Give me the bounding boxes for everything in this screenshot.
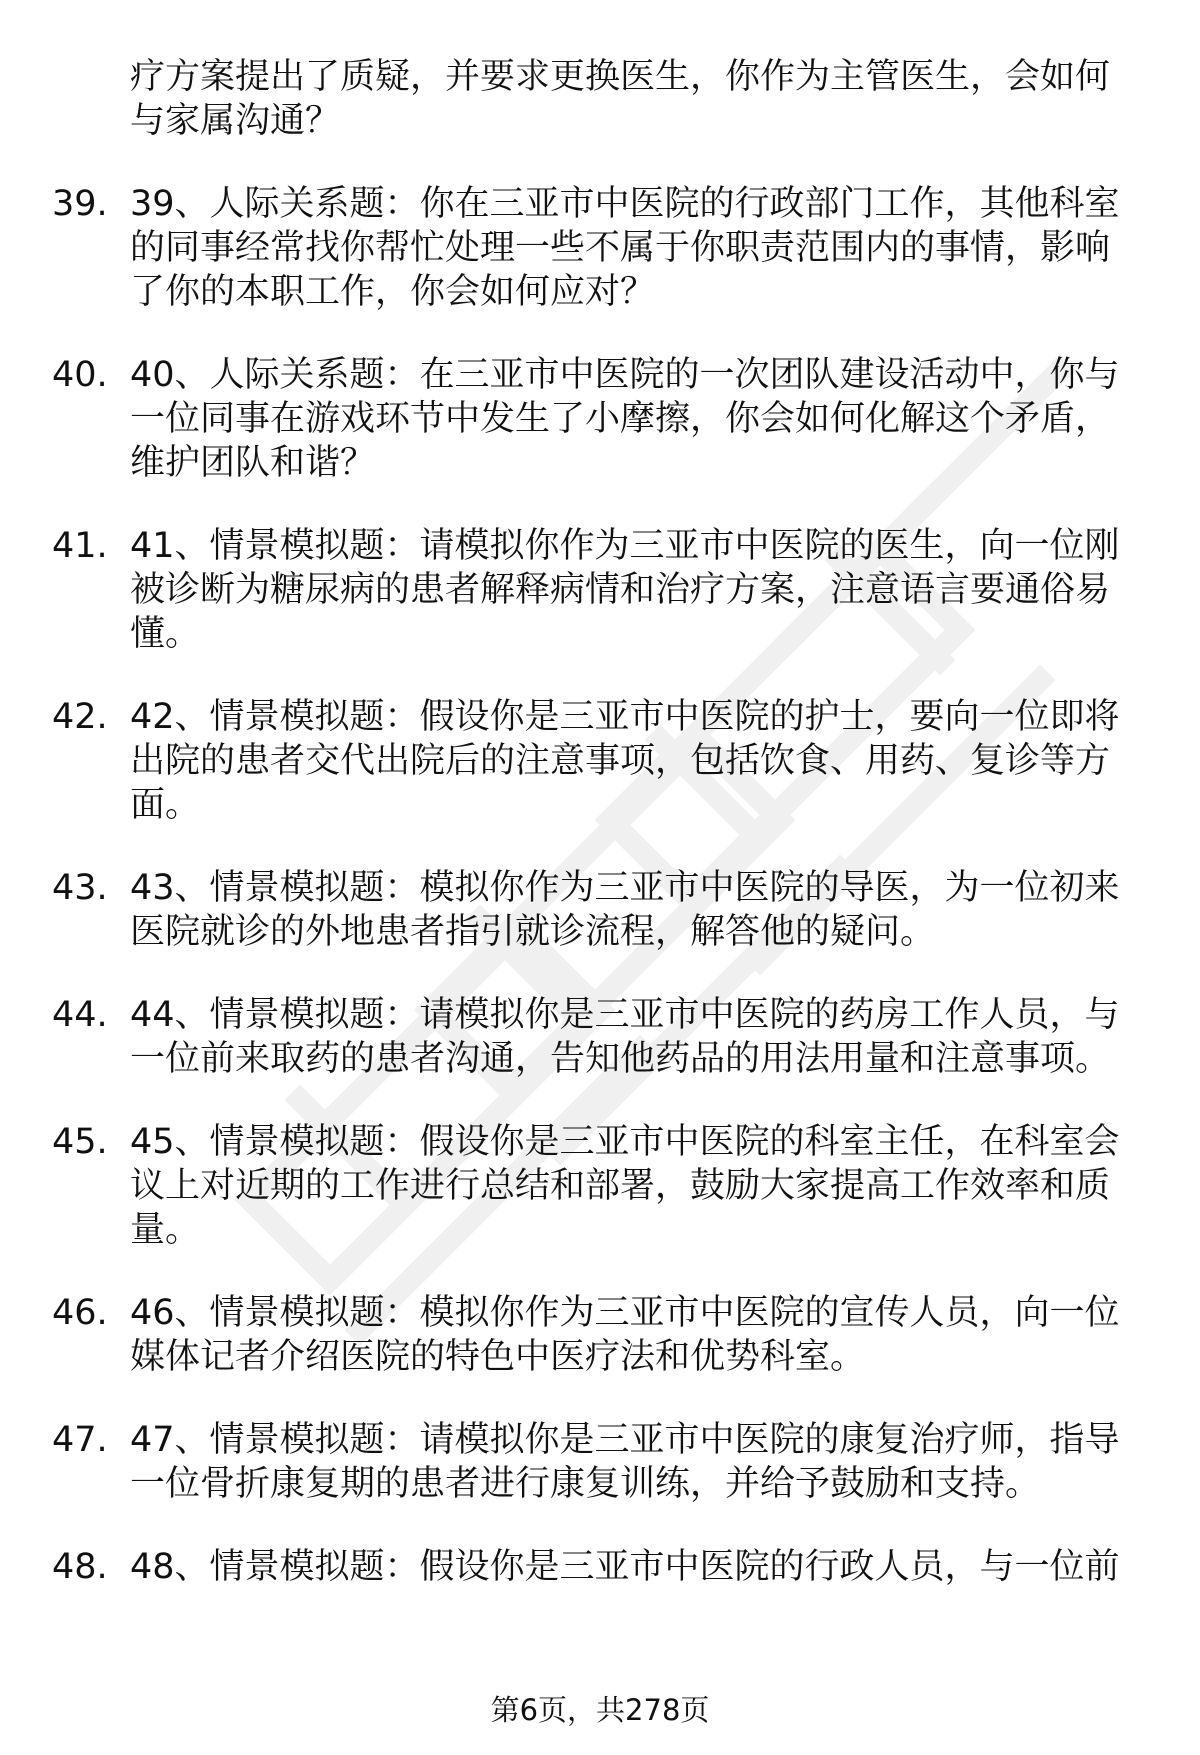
item-text: 43、情景模拟题：模拟你作为三亚市中医院的导医，为一位初来医院就诊的外地患者指引就诊流程，解答他的疑问。 [130,868,1120,952]
item-text: 45、情景模拟题：假设你是三亚市中医院的科室主任，在科室会议上对近期的工作进行总结和部署，鼓励大家提高工作效率和质量。 [130,1122,1120,1250]
page-footer: 第6页，共278页 [490,1693,710,1727]
list-item [0,1545,1200,1589]
list-item [0,1120,1200,1252]
item-text: 46、情景模拟题：模拟你作为三亚市中医院的宣传人员，向一位媒体记者介绍医院的特色中医疗法和优势科室。 [130,1293,1120,1377]
question-list [0,55,1200,1628]
item-number: 42. [52,697,108,737]
list-item [0,182,1200,314]
continued-paragraph [0,55,1200,143]
item-number: 45. [52,1122,108,1162]
item-number: 46. [52,1293,108,1333]
item-number: 44. [52,995,108,1035]
list-item [0,993,1200,1081]
list-item [0,524,1200,656]
item-number: 43. [52,868,108,908]
item-text: 48、情景模拟题：假设你是三亚市中医院的行政人员，与一位前 [130,1547,1120,1587]
list-item [0,695,1200,827]
item-number: 40. [52,355,108,395]
continued-text: 疗方案提出了质疑，并要求更换医生，你作为主管医生，会如何与家属沟通？ [130,57,1111,141]
item-text: 44、情景模拟题：请模拟你是三亚市中医院的药房工作人员，与一位前来取药的患者沟通，告知他药品的用法用量和注意事项。 [130,995,1120,1079]
item-number: 47. [52,1420,108,1460]
item-text: 39、人际关系题：你在三亚市中医院的行政部门工作，其他科室的同事经常找你帮忙处理一些不属于你职责范围内的事情，影响了你的本职工作，你会如何应对？ [130,184,1120,312]
item-text: 42、情景模拟题：假设你是三亚市中医院的护士，要向一位即将出院的患者交代出院后的注意事项，包括饮食、用药、复诊等方面。 [130,697,1120,825]
list-item [0,1418,1200,1506]
list-item [0,1291,1200,1379]
list-item [0,353,1200,485]
item-number: 41. [52,526,108,566]
item-text: 47、情景模拟题：请模拟你是三亚市中医院的康复治疗师，指导一位骨折康复期的患者进行康复训练，并给予鼓励和支持。 [130,1420,1120,1504]
item-text: 40、人际关系题：在三亚市中医院的一次团队建设活动中，你与一位同事在游戏环节中发生了小摩擦，你会如何化解这个矛盾，维护团队和谐？ [130,355,1120,483]
item-number: 48. [52,1547,108,1587]
list-item [0,866,1200,954]
item-text: 41、情景模拟题：请模拟你作为三亚市中医院的医生，向一位刚被诊断为糖尿病的患者解释病情和治疗方案，注意语言要通俗易懂。 [130,526,1120,654]
item-number: 39. [52,184,108,224]
